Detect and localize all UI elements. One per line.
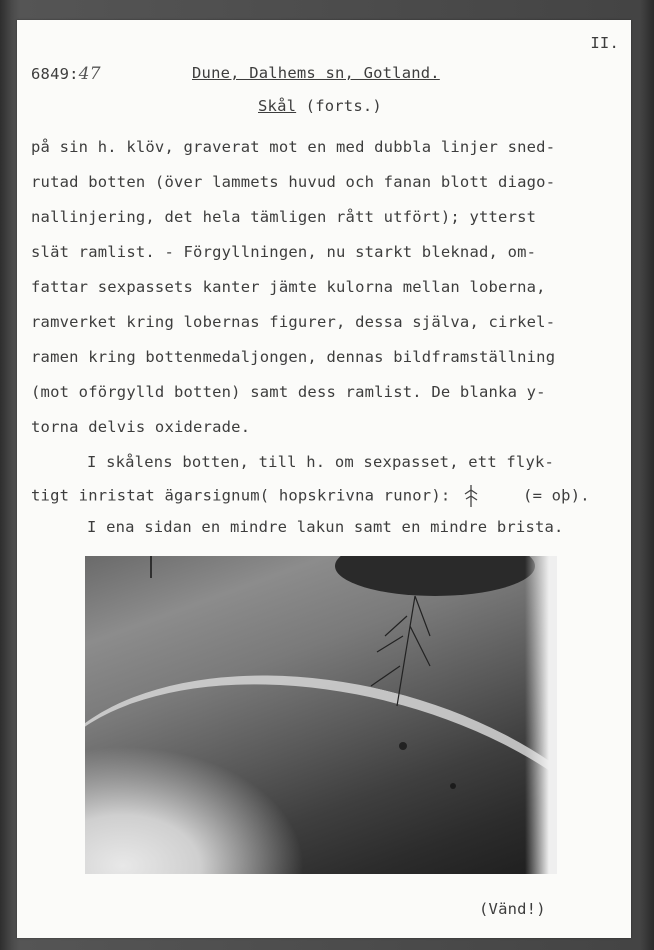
subtitle-underlined: Skål [258,97,297,115]
body-line: slät ramlist. - Förgyllningen, nu starkt bleknad, om- [31,243,537,261]
catalog-suffix-handwritten: 47 [78,64,101,84]
scratched-signum-icon [85,556,557,874]
paragraph-2-line-1: I skålens botten, till h. om sexpasset, ett flyk- [87,453,555,471]
body-line: nallinjering, det hela tämligen rått utfört); ytterst [31,208,537,226]
paragraph-2-line-2 [31,484,590,508]
card-subtitle [258,97,382,115]
page-number: II. [590,34,619,52]
bowl-photograph [85,556,557,874]
card-title: Dune, Dalhems sn, Gotland. [192,64,440,82]
rune-signum-icon [460,484,482,508]
body-line: rutad botten (över lammets huvud och fanan blott diago- [31,173,556,191]
body-line: (mot oförgylld botten) samt dess ramlist. De blanka y- [31,383,546,401]
catalog-prefix: 6849: [31,65,79,83]
body-line: fattar sexpassets kanter jämte kulorna mellan loberna, [31,278,546,296]
rune-transliteration: (= oþ). [523,486,590,505]
body-line: torna delvis oxiderade. [31,418,251,436]
photo-edge-highlight [525,556,557,874]
paragraph-3: I ena sidan en mindre lakun samt en mindre brista. [87,518,564,536]
catalog-number [31,64,101,84]
turn-over-note: (Vänd!) [479,900,546,918]
owner-mark-text: tigt inristat ägarsignum( hopskrivna runor): [31,486,451,505]
body-line: ramen kring bottenmedaljongen, dennas bildframställning [31,348,556,366]
subtitle-rest: (forts.) [296,97,382,115]
body-line: ramverket kring lobernas figurer, dessa själva, cirkel- [31,313,556,331]
body-line: på sin h. klöv, graverat mot en med dubbla linjer sned- [31,138,556,156]
catalog-card [17,20,631,938]
